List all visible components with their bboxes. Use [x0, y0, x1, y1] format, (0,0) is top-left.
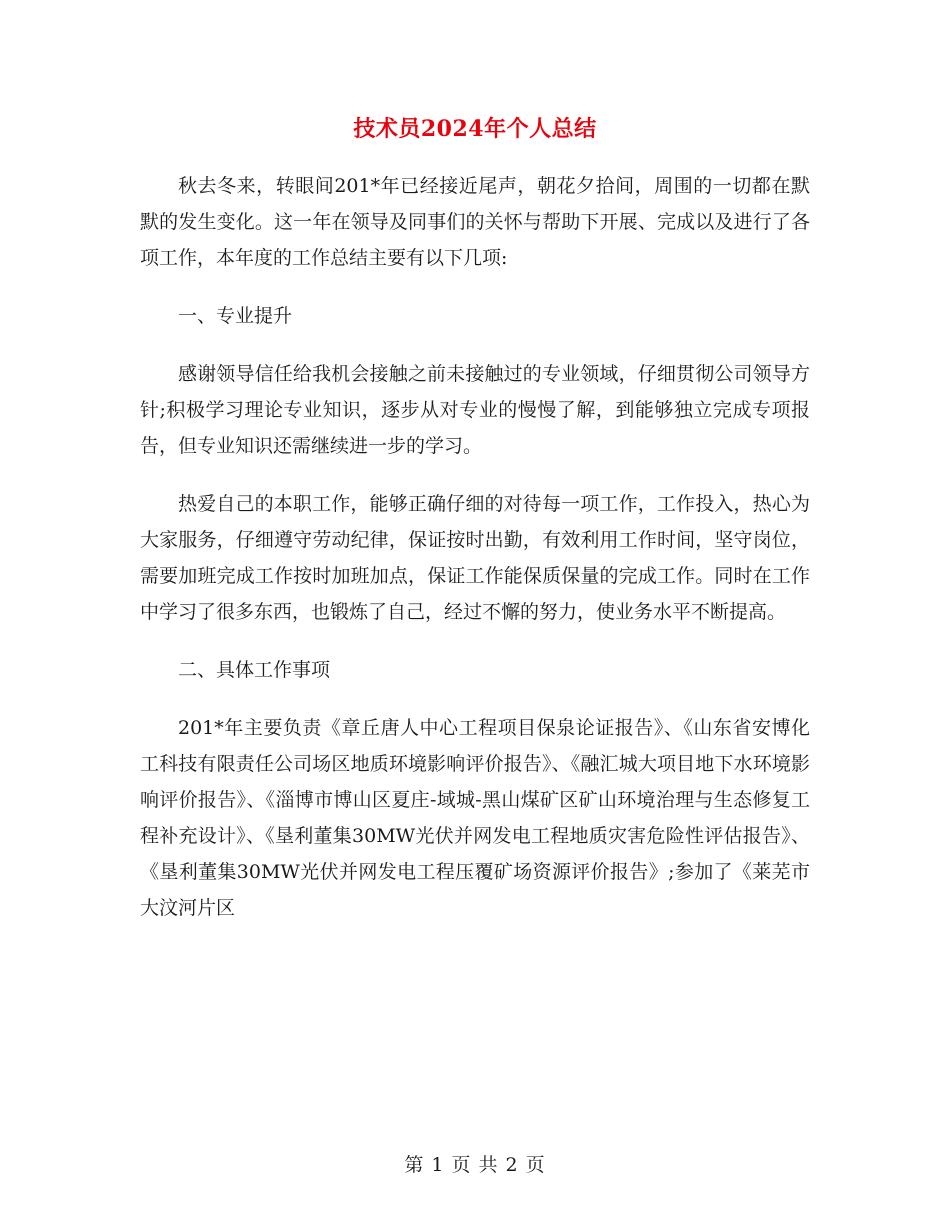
document-body	[140, 168, 810, 948]
section-heading-1: 一、专业提升	[178, 305, 293, 327]
paragraph-professional-growth: 感谢领导信任给我机会接触之前未接触过的专业领域，仔细贯彻公司领导方针;积极学习理论专业知识，逐步从对专业的慢慢了解，到能够独立完成专项报告，但专业知识还需继续进一步的学习。	[140, 363, 810, 457]
page-number: 第 1 页 共 2 页	[404, 1154, 546, 1176]
paragraph-work-attitude: 热爱自己的本职工作，能够正确仔细的对待每一项工作，工作投入，热心为大家服务，仔细遵守劳动纪律，保证按时出勤，有效利用工作时间，坚守岗位，需要加班完成工作按时加班加点，保证工作能保质保量的完成工作。同时在工作中学习了很多东西，也锻炼了自己，经过不懈的努力，使业务水平不断提高。	[140, 493, 810, 623]
section-heading-2: 二、具体工作事项	[178, 659, 331, 681]
paragraph-work-items: 201*年主要负责《章丘唐人中心工程项目保泉论证报告》、《山东省安博化工科技有限责任公司场区地质环境影响评价报告》、《融汇城大项目地下水环境影响评价报告》、《淄博市博山区夏庄-域城-黑山煤矿区矿山环境治理与生态修复工程补充设计》、《垦利董集30MW光伏并网发电工程地质灾害危险性评估报告》、《垦利董集30MW光伏并网发电工程压覆矿场资源评价报告》;参加了《莱芜市大汶河片区	[140, 717, 810, 919]
document-title: 技术员2024年个人总结	[353, 116, 597, 142]
paragraph-intro: 秋去冬来，转眼间201*年已经接近尾声，朝花夕拾间，周围的一切都在默默的发生变化。这一年在领导及同事们的关怀与帮助下开展、完成以及进行了各项工作，本年度的工作总结主要有以下几项:	[140, 175, 810, 269]
